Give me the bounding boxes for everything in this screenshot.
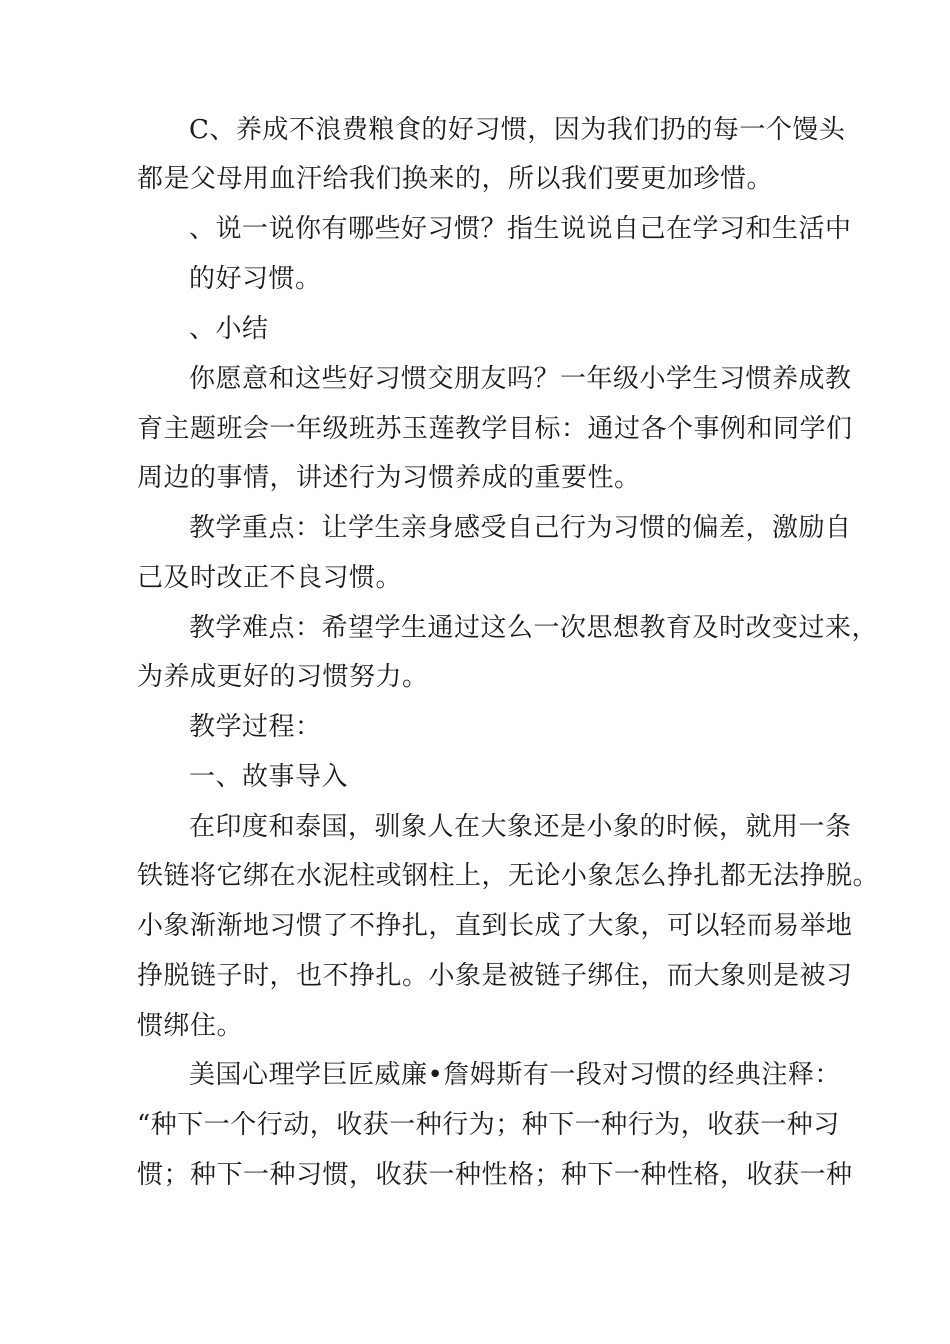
section-heading: 、小结 <box>189 314 269 344</box>
text-line: 惯绑住。 <box>137 1011 244 1041</box>
text-line: 教学重点：让学生亲身感受自己行为习惯的偏差，激励自 <box>189 513 852 543</box>
text-line: 为养成更好的习惯努力。 <box>137 662 429 692</box>
section-heading: 教学过程： <box>189 712 322 742</box>
text-line: 挣脱链子时，也不挣扎。小象是被链子绑住，而大象则是被习 <box>137 961 853 991</box>
text-line: C、养成不浪费粮食的好习惯，因为我们扔的每一个馒头 <box>189 115 846 145</box>
text-line: 、说一说你有哪些好习惯？指生说说自己在学习和生活中 <box>189 214 852 244</box>
text-line: 都是父母用血汗给我们换来的，所以我们要更加珍惜。 <box>137 164 774 194</box>
text-line: 铁链将它绑在水泥柱或钢柱上，无论小象怎么挣扎都无法挣脱。 <box>137 861 880 891</box>
text-line: 美国心理学巨匠威廉•詹姆斯有一段对习惯的经典注释： <box>189 1060 841 1090</box>
text-line: 周边的事情，讲述行为习惯养成的重要性。 <box>137 463 641 493</box>
text-line: 惯；种下一种习惯，收获一种性格；种下一种性格，收获一种 <box>137 1160 853 1190</box>
text-line: 在印度和泰国，驯象人在大象还是小象的时候，就用一条 <box>189 812 852 842</box>
text-line: “种下一个行动，收获一种行为；种下一种行为，收获一种习 <box>137 1110 840 1140</box>
text-line: 小象渐渐地习惯了不挣扎，直到长成了大象，可以轻而易举地 <box>137 911 853 941</box>
text-line: 教学难点：希望学生通过这么一次思想教育及时改变过来， <box>189 613 879 643</box>
text-line: 育主题班会一年级班苏玉莲教学目标：通过各个事例和同学们 <box>137 414 853 444</box>
text-line: 你愿意和这些好习惯交朋友吗？一年级小学生习惯养成教 <box>189 364 852 394</box>
section-heading: 一、故事导入 <box>189 762 349 792</box>
text-line: 己及时改正不良习惯。 <box>137 563 403 593</box>
text-line: 的好习惯。 <box>189 264 322 294</box>
